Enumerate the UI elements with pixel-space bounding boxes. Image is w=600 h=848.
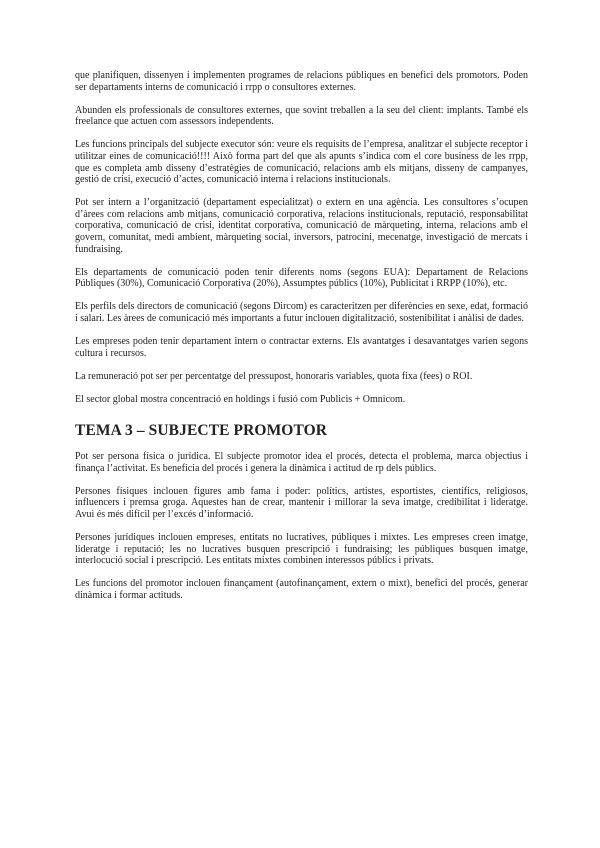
paragraph: Les funcions del promotor inclouen finançament (autofinançament, extern o mixt), benefici del procés, generar dinàmica i formar actituds. xyxy=(75,578,528,601)
paragraph: Pot ser persona física o jurídica. El subjecte promotor idea el procés, detecta el problema, marca objectius i finança l’activitat. Es beneficia del procés i genera la dinàmica i actitud de rp dels públics. xyxy=(75,451,528,474)
paragraph: Persones físiques inclouen figures amb fama i poder: polítics, artistes, esportistes, científics, religiosos, influencers i premsa groga. Aquestes han de crear, mantenir i millorar la seva imatge, credibilitat i lideratge. Avui és més difícil per l’excés d’informació. xyxy=(75,485,528,520)
paragraph: Les empreses poden tenir departament intern o contractar externs. Els avantatges i desavantatges varien segons cultura i recursos. xyxy=(75,336,528,359)
paragraph: Abunden els professionals de consultores externes, que sovint treballen a la seu del client: implants. També els freelance que actuen com assessors independents. xyxy=(75,104,528,128)
paragraph: El sector global mostra concentració en holdings i fusió com Publicis + Omnicom. xyxy=(75,393,406,405)
document-page xyxy=(75,70,528,613)
paragraph: Els departaments de comunicació poden tenir diferents noms (segons EUA): Departament de Relacions Públiques (30%), Comunicació Corporativa (20%), Assumptes públics (10%), Publicitat i RRPP (10%), etc. xyxy=(75,266,528,290)
paragraph: que planifiquen, dissenyen i implementen programes de relacions públiques en benefici dels promotors. Poden ser departaments interns de comunicació i rrpp o consultores externes. xyxy=(75,70,528,93)
paragraph: Els perfils dels directors de comunicació (segons Dircom) es caracteritzen per diferències en sexe, edat, formació i salari. Les àrees de comunicació més importants a futur inclouen digitalització, sostenibilitat i anàlisi de dades. xyxy=(75,301,528,324)
section-heading: TEMA 3 – SUBJECTE PROMOTOR xyxy=(75,422,328,440)
paragraph: Persones jurídiques inclouen empreses, entitats no lucratives, públiques i mixtes. Les empreses creen imatge, lideratge i reputació; les no lucratives busquen prescripció i fundraising; les públiques busquen imatge, interlocució social i prescripció. Les entitats mixtes combinen interessos públics i privats. xyxy=(75,532,528,567)
paragraph: Pot ser intern a l’organització (departament especialitzat) o extern en una agència. Les consultores s’ocupen d’àrees com relacions amb mitjans, comunicació corporativa, relacions institucionals, reputació, responsabilitat corporativa, comunicació de crisi, identitat corporativa, comunicació de màrqueting, interna, relacions amb el govern, comunitat, medi ambient, màrqueting social, inversors, patrocini, mecenatge, investigació de mercats i fundraising. xyxy=(75,197,528,255)
paragraph: La remuneració pot ser per percentatge del pressupost, honoraris variables, quota fixa (fees) o ROI. xyxy=(75,370,473,382)
paragraph: Les funcions principals del subjecte executor són: veure els requisits de l’empresa, analitzar el subjecte receptor i utilitzar eines de comunicació!!!! Això forma part del que als apunts s’indica com el core business de les rrpp, que es completa amb disseny d’estratègies de comunicació, relacions amb els mitjans, disseny de campanyes, gestió de crisi, execució d’actes, comunicació interna i relacions institucionals. xyxy=(75,139,528,186)
